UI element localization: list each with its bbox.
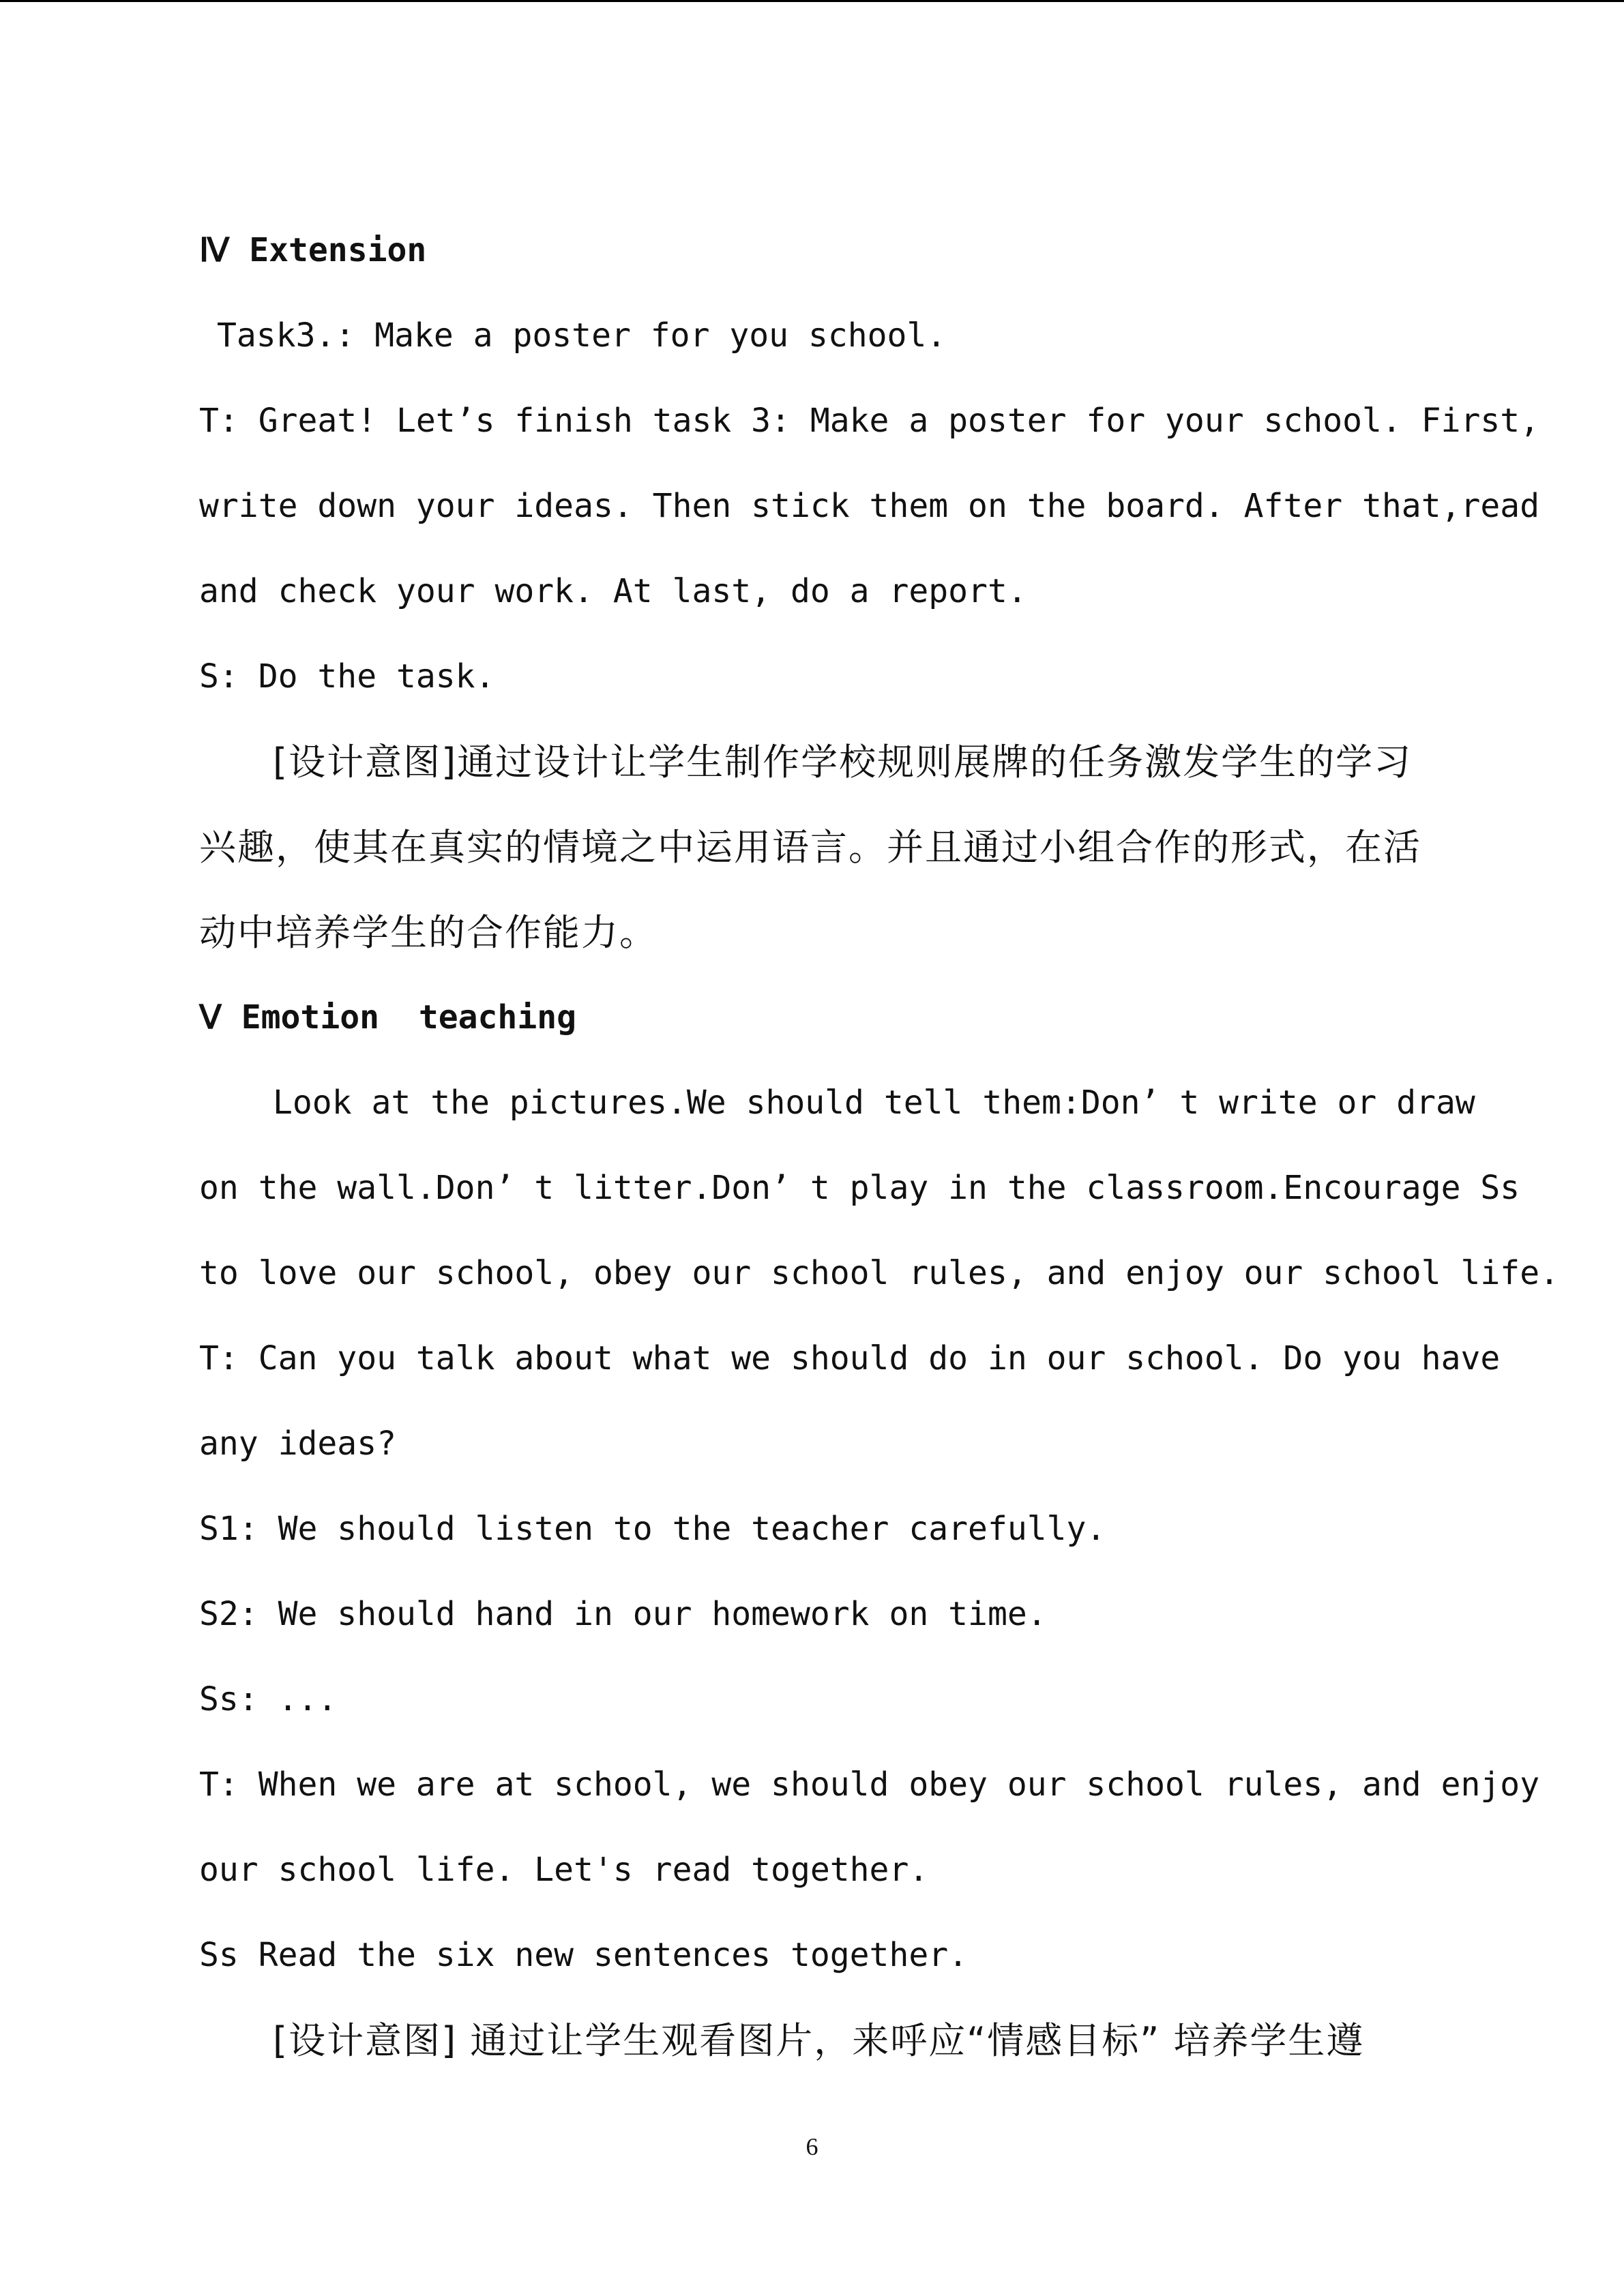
page-number: 6 [806, 2133, 818, 2160]
text-line: Ss: ... [199, 1680, 338, 1718]
text-line: to love our school, obey our school rules, and enjoy our school life. [199, 1254, 1559, 1292]
text-line: on the wall.Don’ t litter.Don’ t play in the classroom.Encourage Ss [199, 1169, 1520, 1207]
text-line: T: When we are at school, we should obey our school rules, and enjoy [199, 1765, 1540, 1804]
text-line: our school life. Let's read together. [199, 1851, 929, 1889]
text-line: Task3.: Make a poster for you school. [217, 316, 947, 355]
text-line: write down your ideas. Then stick them on the board. After that,read [199, 487, 1540, 525]
text-line: S1: We should listen to the teacher carefully. [199, 1510, 1106, 1548]
text-line: 兴趣，使其在真实的情境之中运用语言。并且通过小组合作的形式，在活 [199, 826, 1421, 869]
text-line: S: Do the task. [199, 657, 495, 696]
text-line: Look at the pictures.We should tell them:Don’ t write or draw [273, 1084, 1475, 1122]
text-line: Ss Read the six new sentences together. [199, 1936, 969, 1974]
text-line: 动中培养学生的合作能力。 [199, 911, 658, 954]
document-body [199, 208, 1559, 2083]
top-border-line [0, 0, 1624, 2]
text-line: [设计意图]通过设计让学生制作学校规则展牌的任务激发学生的学习 [273, 741, 1413, 784]
text-line: [设计意图] 通过让学生观看图片，来呼应“情感目标” 培养学生遵 [273, 2019, 1365, 2062]
text-line: S2: We should hand in our homework on time. [199, 1595, 1047, 1633]
section-heading: Ⅴ Emotion teaching [199, 998, 577, 1037]
text-line: and check your work. At last, do a report. [199, 572, 1027, 610]
text-line: T: Great! Let’s finish task 3: Make a poster for your school. First, [199, 402, 1540, 440]
text-line: T: Can you talk about what we should do in our school. Do you have [199, 1339, 1501, 1377]
section-heading: Ⅳ Extension [199, 231, 427, 269]
text-line: any ideas? [199, 1425, 396, 1463]
